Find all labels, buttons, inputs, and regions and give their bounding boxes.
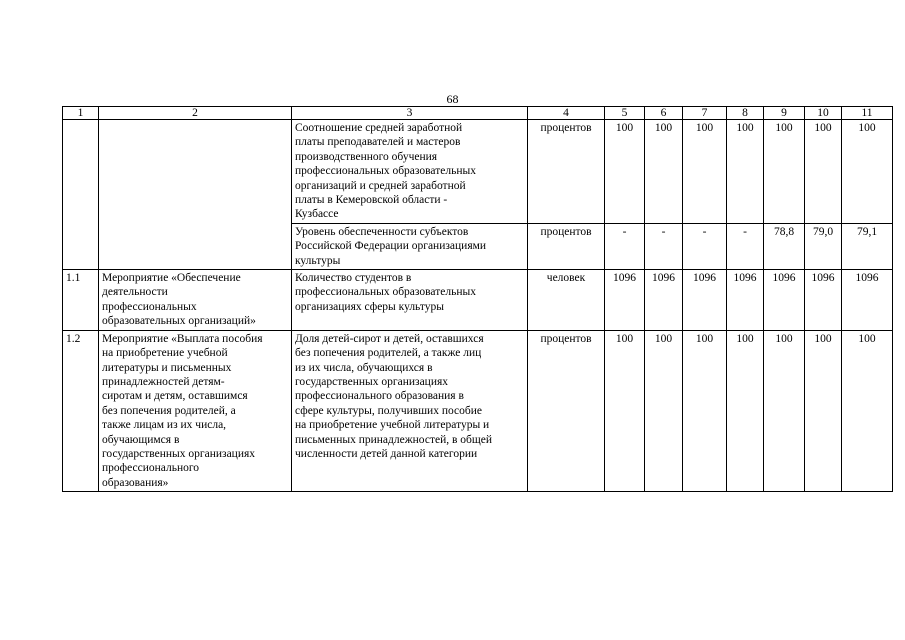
- column-header: 3: [292, 107, 528, 120]
- column-header: 8: [727, 107, 764, 120]
- unit-cell: процентов: [528, 120, 605, 224]
- value-cell: 100: [645, 330, 683, 491]
- column-header: 7: [683, 107, 727, 120]
- table-header-row: [63, 107, 893, 120]
- value-cell: 1096: [805, 270, 842, 331]
- value-cell: 1096: [727, 270, 764, 331]
- value-cell: 100: [683, 120, 727, 224]
- indicator-text: Количество студентов в профессиональных образовательных организациях сферы культуры: [295, 272, 476, 313]
- indicator-text: Доля детей-сирот и детей, оставшихся без попечения родителей, а также лиц из их числа, обучающихся в государственных организациях профессионального образования в сфере культуры, получивших пособие на приобретение учебной литературы и письменных принадлежностей, в общей численности детей данной категории: [295, 332, 493, 460]
- column-header: 2: [99, 107, 292, 120]
- event-text: Мероприятие «Обеспечение деятельности профессиональных образовательных организаций»: [102, 272, 256, 328]
- indicator-text: Соотношение средней заработной платы преподавателей и мастеров производственного обучения профессиональных образовательных организаций и средней заработной платы в Кемеровской области - Кузбассе: [295, 122, 476, 221]
- value-cell: 100: [683, 330, 727, 491]
- indicator-cell: [292, 120, 528, 224]
- value-cell: 100: [764, 330, 805, 491]
- table-row: [63, 270, 893, 331]
- value-cell: 100: [727, 330, 764, 491]
- table-row: [63, 330, 893, 491]
- value-cell: 1096: [683, 270, 727, 331]
- indicator-cell: [292, 223, 528, 269]
- row-number: [63, 120, 99, 270]
- value-cell: 100: [645, 120, 683, 224]
- value-cell: 100: [842, 120, 893, 224]
- event-cell: [99, 120, 292, 270]
- indicator-cell: [292, 270, 528, 331]
- event-cell: [99, 270, 292, 331]
- row-number: 1.2: [63, 330, 99, 491]
- value-cell: 100: [805, 120, 842, 224]
- value-cell: 1096: [605, 270, 645, 331]
- column-header: 6: [645, 107, 683, 120]
- value-cell: -: [645, 223, 683, 269]
- column-header: 11: [842, 107, 893, 120]
- column-header: 9: [764, 107, 805, 120]
- column-header: 5: [605, 107, 645, 120]
- value-cell: 100: [805, 330, 842, 491]
- page-number: 68: [446, 92, 459, 106]
- indicators-table: [62, 106, 893, 492]
- unit-cell: процентов: [528, 223, 605, 269]
- unit-cell: человек: [528, 270, 605, 331]
- value-cell: 78,8: [764, 223, 805, 269]
- column-header: 4: [528, 107, 605, 120]
- value-cell: 100: [842, 330, 893, 491]
- unit-cell: процентов: [528, 330, 605, 491]
- value-cell: 79,1: [842, 223, 893, 269]
- value-cell: 1096: [645, 270, 683, 331]
- row-number: 1.1: [63, 270, 99, 331]
- value-cell: -: [605, 223, 645, 269]
- value-cell: 100: [764, 120, 805, 224]
- table-row: [63, 120, 893, 224]
- value-cell: 100: [605, 120, 645, 224]
- value-cell: 79,0: [805, 223, 842, 269]
- value-cell: 1096: [764, 270, 805, 331]
- indicator-cell: [292, 330, 528, 491]
- event-text: Мероприятие «Выплата пособия на приобретение учебной литературы и письменных принадлежностей детям- сиротам и детям, оставшимся без попечения родителей, а также лицам из их числа, обучающимся в государственных организациях профессионального образования»: [102, 332, 263, 489]
- value-cell: -: [683, 223, 727, 269]
- column-header: 10: [805, 107, 842, 120]
- value-cell: 1096: [842, 270, 893, 331]
- indicator-text: Уровень обеспеченности субъектов Российской Федерации организациями культуры: [295, 225, 487, 267]
- value-cell: -: [727, 223, 764, 269]
- value-cell: 100: [727, 120, 764, 224]
- event-cell: [99, 330, 292, 491]
- column-header: 1: [63, 107, 99, 120]
- value-cell: 100: [605, 330, 645, 491]
